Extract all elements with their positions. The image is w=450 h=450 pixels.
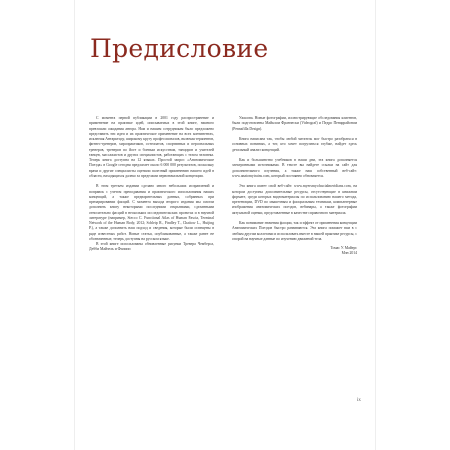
paragraph: Эта книга имеет свой веб-сайт: www.myersmyofascialmeridians.com, на котором доступны дополнительные ресурсы, отсутствующие в книжном формате, среди которых видеоматериалы по использованию нашего метода, презентации, DVD по мышечным и фасциальным техникам, компьютерные изображения анатомических поездов, вебинары, а также фотографии актуальной оценки, представленные в качестве справочного материала. [232,184,357,215]
author-signature [232,246,357,257]
paragraph: В этом третьем издании сделано много небольших исправлений и поправок с учетом преподавания и практического использования наших концепций, а также предварительных данных, собранных при препарировании фасций. С момента выхода второго издания мы смогли дополнить книгу некоторыми последними открытиями, сделанными относительно фасций в нескольких исследовательских проектах и в научной литературе (например, Stecco С. Functional Atlas of Human Fascia, Terminal Network of the Human Body, 2012; Schleip R., Findley T., Chaitow L., Huijing P.), а также дополнить наш подход и сведения, которые были освещены в ряде известных работ. Новые статьи, опубликованные, а также ранее не обозначенные, теперь доступны на русском языке. [89,184,214,241]
page-title: Предисловие [90,34,269,63]
paragraph: Как и большинство учебников в наши дни, эта книга дополняется электронными источниками. В тексте вы найдете ссылки на сайт для дополнительного изучения, а также наш собственный веб-сайт: www.anatomytrains.com, который постоянно обновляется. [232,158,357,178]
author-name: Томас У. Майерс [330,246,357,250]
paragraph: С момента первой публикации в 2001 году распространение и применение на практике идей, описываемых в этой книге, намного превзошли ожидания автора. Нам и нашим сотрудникам было предложено представить эти идеи и их практическое применение на всех континентах, исключая Антарктиду, широкому кругу профессионалов, включая терапевтов, фитнес-тренеров, хиропрактиков, остеопатов, спортивных и персональных тренеров, тренеров по йоге и боевым искусствам, танцоров и учителей танцев, массажистов и других специалистов, работающих с телом человека. Теперь книга доступна на 12 языках. Простой запрос «Анатомические Поезда» в Google сегодня предлагает около 6 000 000 результатов, поскольку врачи и другие специалисты оценили полезный применению нашего идей в области, находящихся далеко за пределами первоначальной концепции. [89,116,214,178]
left-text-column [89,116,214,253]
paragraph: Как понимание значения фасции, так и эффект от применения концепции Анатомических Поездов быстро развиваются. Эта книга поможет вам в с любым другим коллегами и использовать вместе в нашей практике ресурсы, с опорой на научные данные по изучению движений тела. [232,221,357,241]
paragraph: В этой книге использованы обновленные рисунки Тревера Чемберса, Дебби Майзель и Филипп [89,242,214,252]
paragraph: Книга написана так, чтобы любой читатель мог быстро разобраться в основных понятиях, а тот, кто хочет погрузиться глубже, найдет здесь детальный анализ концепций. [232,137,357,152]
signature-date: Мэн 2014 [341,251,357,256]
paragraph: Ужасова. Новые фотографии, иллюстрирующие обследования клиентов, были подготовлены Майклом Франчески (Videograf) и Педро Пенаррайоном (Pennafilla Design). [232,116,357,131]
page-number: ix [357,398,361,403]
right-text-column [232,116,357,257]
